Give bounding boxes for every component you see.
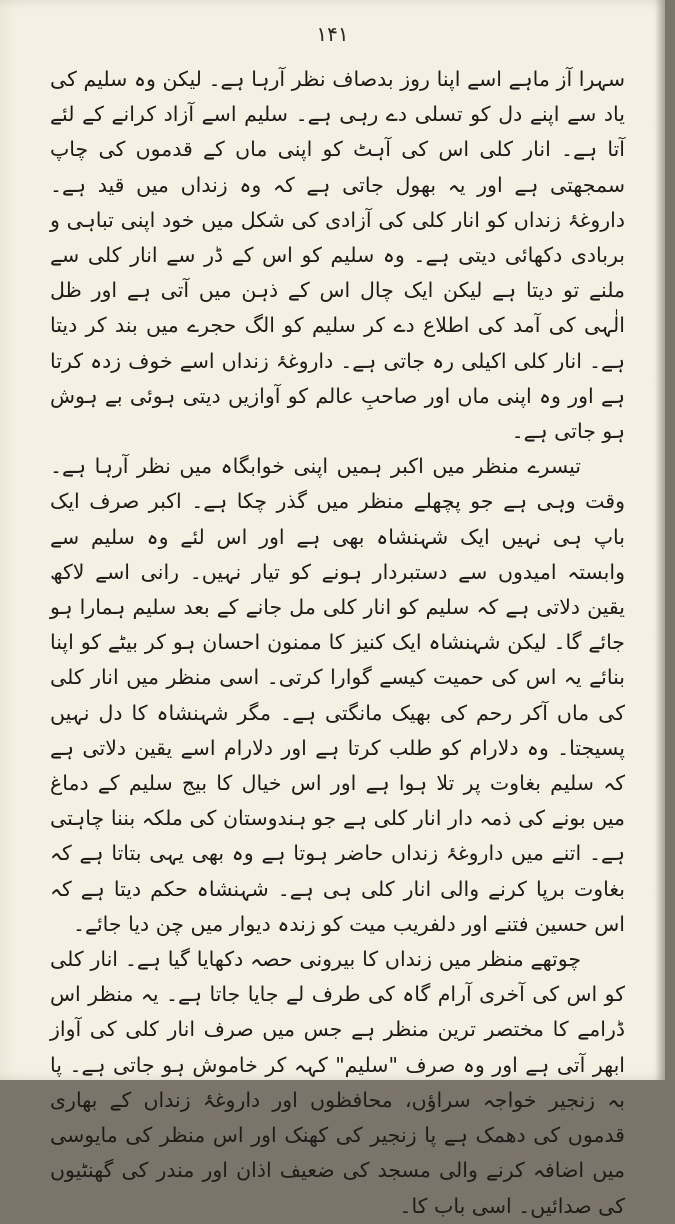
body-text bbox=[50, 62, 625, 1224]
page-edge-shadow bbox=[655, 0, 665, 1080]
paragraph-3: چوتھے منظر میں زنداں کا بیرونی حصہ دکھایا گیا ہے۔ انار کلی کو اس کی آخری آرام گاہ کی طرف لے جایا جاتا ہے۔ یہ منظر اس ڈرامے کا مختصر ترین منظر ہے جس میں صرف انار کلی کی آواز ابھر آتی ہے اور وہ صرف "سلیم" کہہ کر خاموش ہو جاتی ہے۔ پا بہ زنجیر خواجہ سراؤں، محافظوں اور داروغۂ زنداں کے بھاری قدموں کی دھمک ہے پا زنجیر کی کھنک اور اس منظر کی مایوسی میں اضافہ کرنے والی مسجد کی ضعیف اذان اور مندر کی گھنٹیوں کی صدائیں۔ اسی باب کا۔ bbox=[50, 947, 625, 1218]
page-number: ۱۴۱ bbox=[316, 22, 349, 46]
paragraph-1: سہرا آز ماہے اسے اپنا روز بدصاف نظر آرہا ہے۔ لیکن وہ سلیم کی یاد سے اپنے دل کو تسلی دے رہی ہے۔ سلیم اسے آزاد کرانے کے لئے آتا ہے۔ انار کلی اس کی آہٹ کو اپنی ماں کے قدموں کی چاپ سمجھتی ہے اور یہ بھول جاتی ہے کہ وہ زنداں میں قید ہے۔ داروغۂ زنداں کو انار کلی کی آزادی کی شکل میں خود اپنی تباہی و بربادی دکھائی دیتی ہے۔ وہ سلیم کو اس کے ڈر سے انار کلی سے ملنے تو دیتا ہے لیکن ایک چال اس کے ذہن میں آتی ہے اور ظل الٰہی کی آمد کی اطلاع دے کر سلیم کو الگ حجرے میں بند کر دیتا ہے۔ انار کلی اکیلی رہ جاتی ہے۔ داروغۂ زنداں اسے خوف زدہ کرتا ہے اور وہ اپنی ماں اور صاحبِ عالم کو آوازیں دیتی ہوئی بے ہوش ہو جاتی ہے۔ bbox=[50, 67, 625, 444]
paragraph-2: تیسرے منظر میں اکبر ہمیں اپنی خوابگاہ میں نظر آرہا ہے۔ وقت وہی ہے جو پچھلے منظر میں گذر چکا ہے۔ اکبر صرف ایک باپ ہی نہیں ایک شہنشاہ بھی ہے اور اس لئے وہ سلیم سے وابستہ امیدوں سے دستبردار ہونے کو تیار نہیں۔ رانی اسے لاکھ یقین دلاتی ہے کہ سلیم کو انار کلی مل جانے کے بعد سلیم ہمارا ہو جائے گا۔ لیکن شہنشاہ ایک کنیز کا ممنون احسان ہو کر بیٹے کو اپنا بنائے یہ اس کی حمیت کیسے گوارا کرتی۔ اسی منظر میں انار کلی کی ماں آکر رحم کی بھیک مانگتی ہے۔ مگر شہنشاہ کا دل نہیں پسیجتا۔ وہ دلارام کو طلب کرتا ہے اور دلارام اسے یقین دلاتی ہے کہ سلیم بغاوت پر تلا ہوا ہے اور اس خیال کا بیج سلیم کے دماغ میں بونے کی ذمہ دار انار کلی ہے جو ہندوستان کی ملکہ بننا چاہتی ہے۔ اتنے میں داروغۂ زنداں حاضر ہوتا ہے وہ بھی یہی بتاتا ہے کہ بغاوت برپا کرنے والی انار کلی ہی ہے۔ شہنشاہ حکم دیتا ہے کہ اس حسین فتنے اور دلفریب میت کو زندہ دیوار میں چن دیا جائے۔ bbox=[50, 454, 625, 936]
